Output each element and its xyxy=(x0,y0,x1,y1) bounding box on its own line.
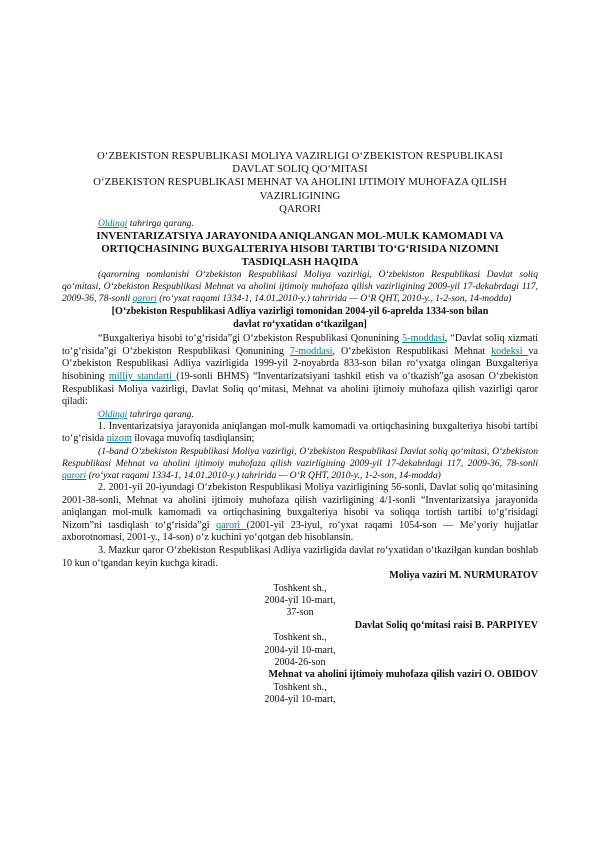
article-5-link[interactable]: 5-moddasi xyxy=(402,333,445,345)
national-standard-link[interactable]: milliy standarti xyxy=(108,370,177,382)
authority-line-3: O‘ZBEKISTON RESPUBLIKASI MEHNAT VA AHOLINI IJTIMOIY MUHOFAZA QILISH xyxy=(93,176,507,189)
authority-line-2: DAVLAT SOLIQ QO‘MITASI xyxy=(232,163,368,176)
previous-edition-note: Oldingi tahrirga qarang. xyxy=(98,218,194,230)
item-1: 1. Inventarizatsiya jarayonida aniqlangan mol-mulk kamomadi va ortiqchasining buxgalteriya hisobi tartibi to‘g‘risida nizom ilovaga muvofiq tasdiqlansin; xyxy=(62,420,538,445)
document-title: INVENTARIZATSIYA JARAYONIDA ANIQLANGAN MOL-MULK KAMOMADI VA ORTIQCHASINING BUXGALTERIYA HISOBI TARTIBI TO‘G‘RISIDA NIZOMNI TASDIQLASH HAQIDA xyxy=(96,230,504,269)
previous-edition-link-2[interactable]: Oldingi xyxy=(98,408,128,420)
labor-code-link[interactable]: kodeksi xyxy=(491,345,529,357)
signature-city: Toshkent sh., xyxy=(273,632,327,644)
amendment-decree-link-2[interactable]: qarori xyxy=(62,469,87,481)
preamble: “Buxgalteriya hisobi to‘g‘risida”gi O‘zbekiston Respublikasi Qonunining 5-moddasi, “Davlat soliq xizmati to‘g‘risida”gi O‘zbekiston Respublikasi Qonunining 7-moddasi, O‘zbekiston Respublikasi Mehnat kodeksi va O‘zbekiston Respublikasi Adliya vazirligida 1999-yil 2-noyabrda 833-son bilan ro‘yxatga olingan Buxgalteriya hisobining milliy standarti (19-sonli BHMS) “Inventarizatsiyani tashkil etish va o‘tkazish”ga asosan O‘zbekiston Respublikasi Moliya vazirligi, Davlat Soliq qo‘mitasi, Mehnat va aholini ijtimoiy muhofaza qilish vazirligi qaror qiladi: xyxy=(62,333,539,408)
signature-city: Toshkent sh., xyxy=(273,582,327,594)
signatory-name: Moliya vaziri M. NURMURATOV xyxy=(389,570,538,582)
signature-number: 37-son xyxy=(286,607,314,619)
signature-block-2 xyxy=(62,620,538,670)
repealed-decree-link[interactable]: qarori xyxy=(216,519,247,531)
previous-edition-link[interactable]: Oldingi xyxy=(98,218,128,230)
issuing-authorities xyxy=(62,150,538,216)
item-3: 3. Mazkur qaror O‘zbekiston Respublikasi Adliya vazirligida davlat ro‘yxatidan o‘tkazilgan kundan boshlab 10 kun o‘tgandan keyin kuchga kiradi. xyxy=(62,544,538,569)
title-amendment-note: (qarorning nomlanishi O‘zbekiston Respublikasi Moliya vazirligi, O‘zbekiston Respublikasi Davlat soliq qo‘mitasi, O‘zbekiston Respublikasi Mehnat va aholini ijtimoiy muhofaza qilish vazirligining 2009-yil 17-dekabrdagi 117, 2009-36, 78-sonli qarori (ro‘yxat raqami 1334-1, 14.01.2010-y.) tahririda — O‘R QHT, 2010-y., 1-2-son, 14-modda) xyxy=(62,269,538,305)
signature-date: 2004-yil 10-mart, xyxy=(264,594,336,606)
signature-number: 2004-26-son xyxy=(274,656,326,668)
item-2: 2. 2001-yil 20-iyundagi O‘zbekiston Respublikasi Moliya vazirligining 56-sonli, Davlat soliq qo‘mitasining 2001-38-sonli, Mehnat va aholini ijtimoiy muhofaza qilish vazirligining 4/1-sonli “Inventarizatsiya jarayonida aniqlangan mol-mulk kamomadi va ortiqchasining buxgalteriya hisobi va soliqqa tortish tartibi to‘g‘risidagi Nizom”ni tasdiqlash to‘g‘risida”gi qarori (2001-yil 23-iyul, ro‘yxat raqami 1054-son — Me’yoriy hujjatlar axborotnomasi, 2001-y., 14-son) o‘z kuchini yo‘qotgan deb hisoblansin. xyxy=(62,481,539,544)
signatory-name: Davlat Soliq qo‘mitasi raisi B. PARPIYEV xyxy=(354,619,538,631)
signature-date: 2004-yil 10-mart, xyxy=(264,694,336,706)
article-7-link[interactable]: 7-moddasi xyxy=(289,345,333,357)
authority-line-4: VAZIRLIGINING xyxy=(259,189,341,202)
signature-block-3 xyxy=(62,669,538,706)
registration-note: [O‘zbekiston Respublikasi Adliya vazirligi tomonidan 2004-yil 6-aprelda 1334-son bilan davlat ro‘yxatidan o‘tkazilgan] xyxy=(111,306,489,330)
signature-date: 2004-yil 10-mart, xyxy=(264,644,336,656)
previous-edition-note-2: Oldingi tahrirga qarang. xyxy=(98,408,194,420)
amendment-decree-link[interactable]: qarori xyxy=(132,293,157,305)
item-1-amendment-note: (1-band O‘zbekiston Respublikasi Moliya vazirligi, O‘zbekiston Respublikasi Davlat soliq qo‘mitasi, O‘zbekiston Respublikasi Mehnat va aholini ijtimoiy muhofaza qilish vazirligining 2009-yil 17-dekabrdagi 117, 2009-36, 78-sonli qarori (ro‘yxat raqami 1334-1, 14.01.2010-y.) tahririda — O‘R QHT, 2010-y., 1-2-son, 14-modda) xyxy=(62,445,538,481)
authority-line-1: O‘ZBEKISTON RESPUBLIKASI MOLIYA VAZIRLIGI O‘ZBEKISTON RESPUBLIKASI xyxy=(97,150,503,162)
document-type: QARORI xyxy=(279,202,321,215)
signature-city: Toshkent sh., xyxy=(273,681,327,693)
regulation-link[interactable]: nizom xyxy=(106,433,132,445)
signatory-name: Mehnat va aholini ijtimoiy muhofaza qilish vaziri O. OBIDOV xyxy=(268,669,538,681)
signature-block-1 xyxy=(62,570,538,620)
document-page xyxy=(62,150,538,707)
